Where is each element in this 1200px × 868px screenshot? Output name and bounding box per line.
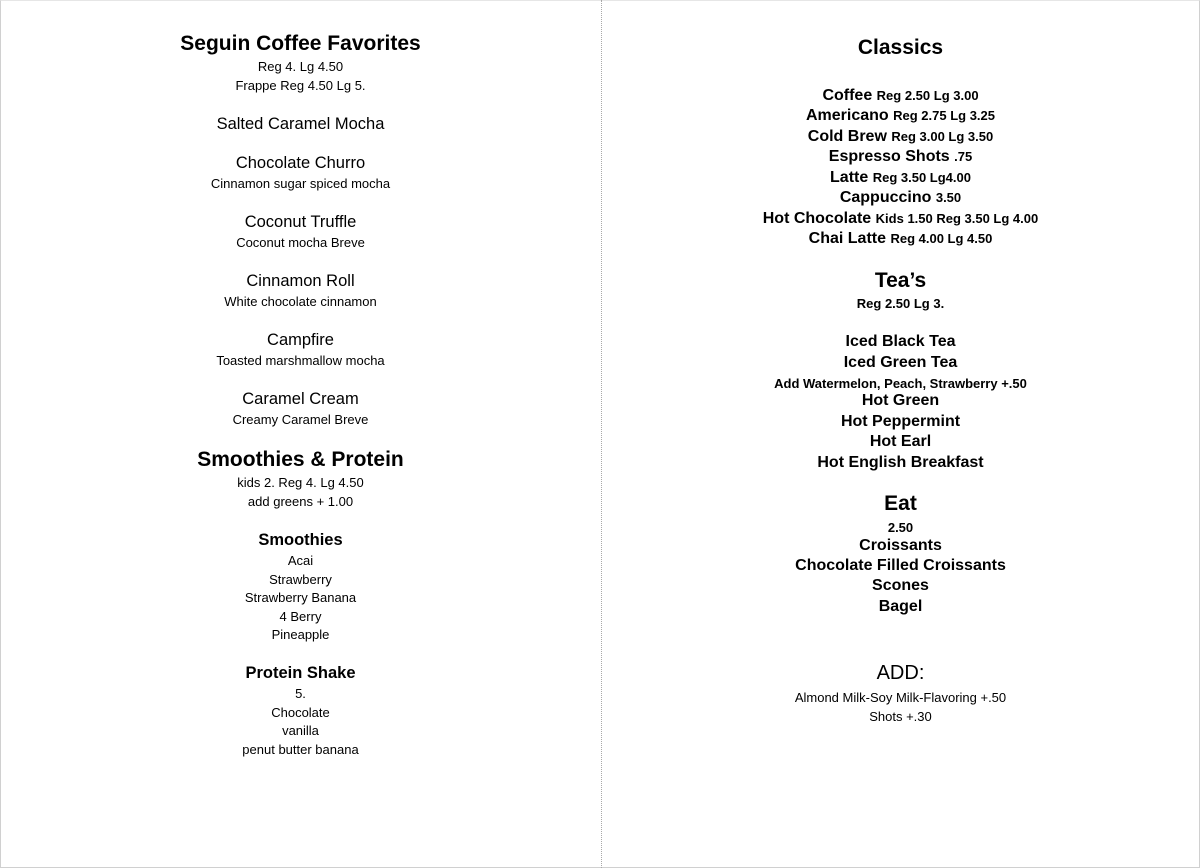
teas-heading: Tea’s <box>874 269 927 292</box>
protein-item: vanilla <box>282 723 319 738</box>
menu-item-name: Campfire <box>267 331 334 349</box>
classic-item-price: 3.50 <box>935 190 962 205</box>
tea-item: Hot English Breakfast <box>817 454 984 471</box>
eat-item: Scones <box>872 577 929 594</box>
smoothies-protein-heading: Smoothies & Protein <box>197 448 404 471</box>
classic-item-price: Reg 3.00 Lg 3.50 <box>891 129 994 144</box>
classic-item-price: Reg 3.50 Lg4.00 <box>872 170 971 185</box>
menu-item-desc: Coconut mocha Breve <box>236 235 365 250</box>
eat-item: Bagel <box>878 598 923 615</box>
classic-item <box>601 87 1200 105</box>
eat-price: 2.50 <box>887 520 914 535</box>
favorites-price: Reg 4. Lg 4.50 <box>257 59 344 74</box>
classic-item-price: .75 <box>954 149 973 164</box>
classic-item-name: Espresso Shots <box>828 148 950 165</box>
classic-item-name: Latte <box>830 169 869 186</box>
classic-item-name: Chai Latte <box>808 230 886 247</box>
classic-item-name: Hot Chocolate <box>762 210 872 227</box>
menu-item-desc: Creamy Caramel Breve <box>232 412 369 427</box>
classic-item-name: Americano <box>805 107 889 124</box>
classic-item <box>601 210 1200 228</box>
tea-item: Iced Black Tea <box>845 333 956 350</box>
smoothie-item: Acai <box>287 553 314 568</box>
teas-price: Reg 2.50 Lg 3. <box>856 296 945 311</box>
add-options-line: Almond Milk-Soy Milk-Flavoring +.50 <box>794 690 1007 705</box>
classic-item-name: Coffee <box>822 87 873 104</box>
eat-heading: Eat <box>884 492 917 515</box>
smoothie-item: Strawberry <box>269 572 332 587</box>
favorites-frappe-price: Frappe Reg 4.50 Lg 5. <box>235 78 366 93</box>
protein-shake-subheading: Protein Shake <box>245 664 356 682</box>
classic-item <box>601 107 1200 125</box>
classic-item <box>601 189 1200 207</box>
tea-addon: Add Watermelon, Peach, Strawberry +.50 <box>774 376 1027 391</box>
menu-item-desc: White chocolate cinnamon <box>224 294 377 309</box>
classic-item <box>601 169 1200 187</box>
smoothies-addon: add greens + 1.00 <box>247 494 354 509</box>
smoothie-item: Strawberry Banana <box>244 590 357 605</box>
classic-item-price: Reg 2.50 Lg 3.00 <box>876 88 979 103</box>
favorites-heading: Seguin Coffee Favorites <box>180 32 421 55</box>
protein-shake-price: 5. <box>295 686 306 701</box>
classic-item-price: Reg 2.75 Lg 3.25 <box>893 108 996 123</box>
menu-item-desc: Toasted marshmallow mocha <box>216 353 385 368</box>
tea-item: Iced Green Tea <box>843 354 958 371</box>
smoothie-item: 4 Berry <box>279 609 322 624</box>
classic-item-price: Reg 4.00 Lg 4.50 <box>890 231 993 246</box>
classic-item <box>601 230 1200 248</box>
menu-item-name: Caramel Cream <box>242 390 359 408</box>
tea-item: Hot Peppermint <box>840 413 961 430</box>
menu-item-name: Salted Caramel Mocha <box>216 115 385 133</box>
classics-heading: Classics <box>857 36 944 59</box>
classic-item-name: Cold Brew <box>807 128 887 145</box>
tea-item: Hot Earl <box>869 433 932 450</box>
eat-item: Croissants <box>859 537 942 554</box>
eat-item: Chocolate Filled Croissants <box>795 557 1006 574</box>
menu-item-name: Cinnamon Roll <box>246 272 355 290</box>
classic-item <box>601 148 1200 166</box>
protein-item: Chocolate <box>271 705 330 720</box>
menu-item-desc: Cinnamon sugar spiced mocha <box>210 176 391 191</box>
classic-item-name: Cappuccino <box>839 189 932 206</box>
tea-item: Hot Green <box>861 392 940 409</box>
smoothies-subheading: Smoothies <box>258 531 343 549</box>
menu-item-name: Chocolate Churro <box>235 154 366 172</box>
protein-item: penut butter banana <box>242 742 359 757</box>
add-heading: ADD: <box>876 662 925 684</box>
classic-item-price: Kids 1.50 Reg 3.50 Lg 4.00 <box>875 211 1039 226</box>
smoothie-item: Pineapple <box>271 627 330 642</box>
classic-item <box>601 128 1200 146</box>
menu-item-name: Coconut Truffle <box>244 213 357 231</box>
smoothies-price: kids 2. Reg 4. Lg 4.50 <box>237 475 364 490</box>
add-shots-line: Shots +.30 <box>869 709 932 724</box>
